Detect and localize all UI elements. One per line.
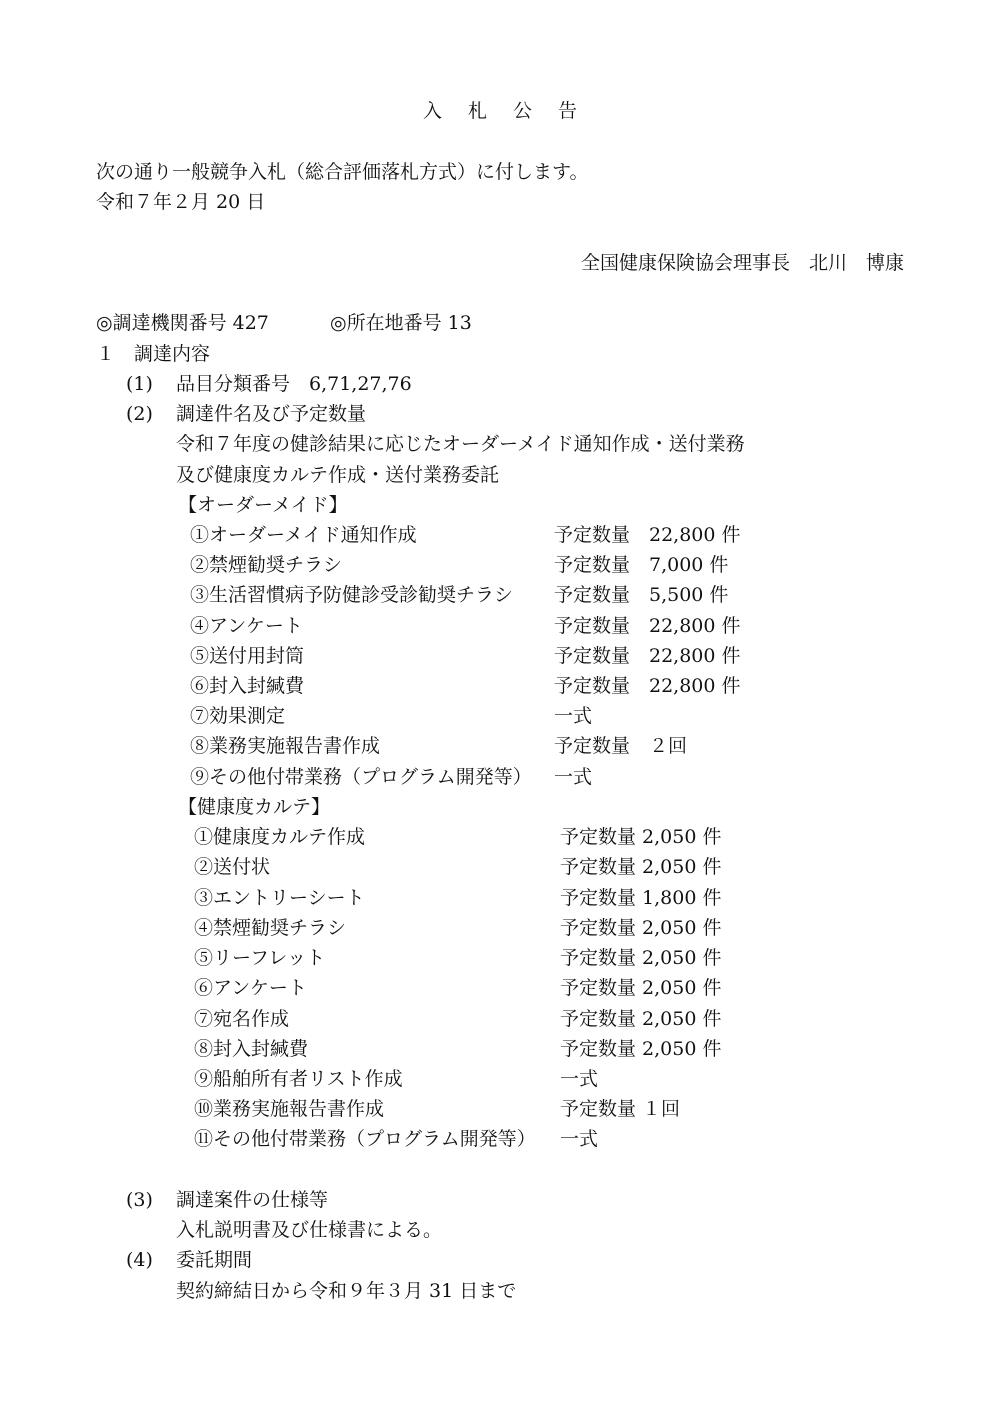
issuer: 全国健康保険協会理事長 北川 博康 <box>580 252 904 274</box>
karte-item-name: ②送付状 <box>194 856 271 878</box>
ordermade-item-qty: 予定数量 5,500 件 <box>554 584 729 606</box>
ordermade-item-qty: 予定数量 22,800 件 <box>554 675 741 697</box>
item4-text: 契約締結日から令和９年３月 31 日まで <box>176 1280 517 1302</box>
karte-item-qty: 一式 <box>560 1128 599 1150</box>
ordermade-item-qty: 一式 <box>554 705 593 727</box>
karte-item-qty: 予定数量 2,050 件 <box>560 947 722 969</box>
karte-item-name: ⑦宛名作成 <box>194 1008 290 1030</box>
karte-item-name: ⑩業務実施報告書作成 <box>194 1098 385 1120</box>
karte-item-name: ⑤リーフレット <box>194 947 326 969</box>
karte-item-name: ④禁煙勧奨チラシ <box>194 917 347 939</box>
karte-item-name: ⑪その他付帯業務（プログラム開発等） <box>194 1128 536 1150</box>
ordermade-item-name: ⑨その他付帯業務（プログラム開発等） <box>190 766 532 788</box>
ordermade-item-name: ⑧業務実施報告書作成 <box>190 735 381 757</box>
ordermade-item-name: ③生活習慣病予防健診受診勧奨チラシ <box>190 584 514 606</box>
item2-number: (2) <box>126 403 153 425</box>
ordermade-item-name: ②禁煙勧奨チラシ <box>190 554 343 576</box>
karte-item-qty: 予定数量 １回 <box>560 1098 681 1120</box>
item3-heading: 調達案件の仕様等 <box>176 1189 329 1211</box>
item4-heading: 委託期間 <box>176 1249 253 1271</box>
karte-item-qty: 予定数量 1,800 件 <box>560 887 722 909</box>
karte-item-qty: 予定数量 2,050 件 <box>560 856 722 878</box>
item4-number: (4) <box>126 1249 153 1271</box>
section1-heading: １ 調達内容 <box>96 343 211 365</box>
ordermade-item-name: ④アンケート <box>190 615 303 637</box>
karte-item-name: ⑨船舶所有者リスト作成 <box>194 1068 403 1090</box>
ordermade-item-qty: 予定数量 22,800 件 <box>554 645 741 667</box>
item2-name-line1: 令和７年度の健診結果に応じたオーダーメイド通知作成・送付業務 <box>176 433 745 455</box>
karte-item-name: ③エントリーシート <box>194 887 365 909</box>
item3-number: (3) <box>126 1189 153 1211</box>
ordermade-item-name: ⑥封入封緘費 <box>190 675 305 697</box>
ordermade-item-name: ⑦効果測定 <box>190 705 286 727</box>
ordermade-item-qty: 予定数量 22,800 件 <box>554 524 741 546</box>
ordermade-item-name: ①オーダーメイド通知作成 <box>190 524 417 546</box>
agency-number: ◎調達機関番号 427 <box>96 312 269 334</box>
location-number: ◎所在地番号 13 <box>330 312 472 334</box>
karte-item-qty: 予定数量 2,050 件 <box>560 977 722 999</box>
notice-date: 令和７年２月 20 日 <box>96 191 266 213</box>
karte-item-name: ⑥アンケート <box>194 977 307 999</box>
karte-item-qty: 予定数量 2,050 件 <box>560 917 722 939</box>
item2-heading: 調達件名及び予定数量 <box>176 403 367 425</box>
karte-item-qty: 予定数量 2,050 件 <box>560 1008 722 1030</box>
intro-text: 次の通り一般競争入札（総合評価落札方式）に付します。 <box>96 161 589 183</box>
group-karte-label: 【健康度カルテ】 <box>178 796 331 818</box>
karte-item-qty: 一式 <box>560 1068 599 1090</box>
item1-text: 品目分類番号 6,71,27,76 <box>176 373 412 395</box>
ordermade-item-qty: 予定数量 22,800 件 <box>554 615 741 637</box>
karte-item-name: ⑧封入封緘費 <box>194 1038 309 1060</box>
karte-item-qty: 予定数量 2,050 件 <box>560 826 722 848</box>
item3-text: 入札説明書及び仕様書による。 <box>176 1219 443 1241</box>
group-ordermade-label: 【オーダーメイド】 <box>178 494 348 516</box>
page-title: 入札公告 <box>422 100 603 122</box>
karte-item-qty: 予定数量 2,050 件 <box>560 1038 722 1060</box>
ordermade-item-qty: 予定数量 ２回 <box>554 735 688 757</box>
item2-name-line2: 及び健康度カルテ作成・送付業務委託 <box>176 464 500 486</box>
karte-item-name: ①健康度カルテ作成 <box>194 826 366 848</box>
ordermade-item-qty: 一式 <box>554 766 593 788</box>
item1-number: (1) <box>126 373 153 395</box>
ordermade-item-qty: 予定数量 7,000 件 <box>554 554 729 576</box>
ordermade-item-name: ⑤送付用封筒 <box>190 645 305 667</box>
